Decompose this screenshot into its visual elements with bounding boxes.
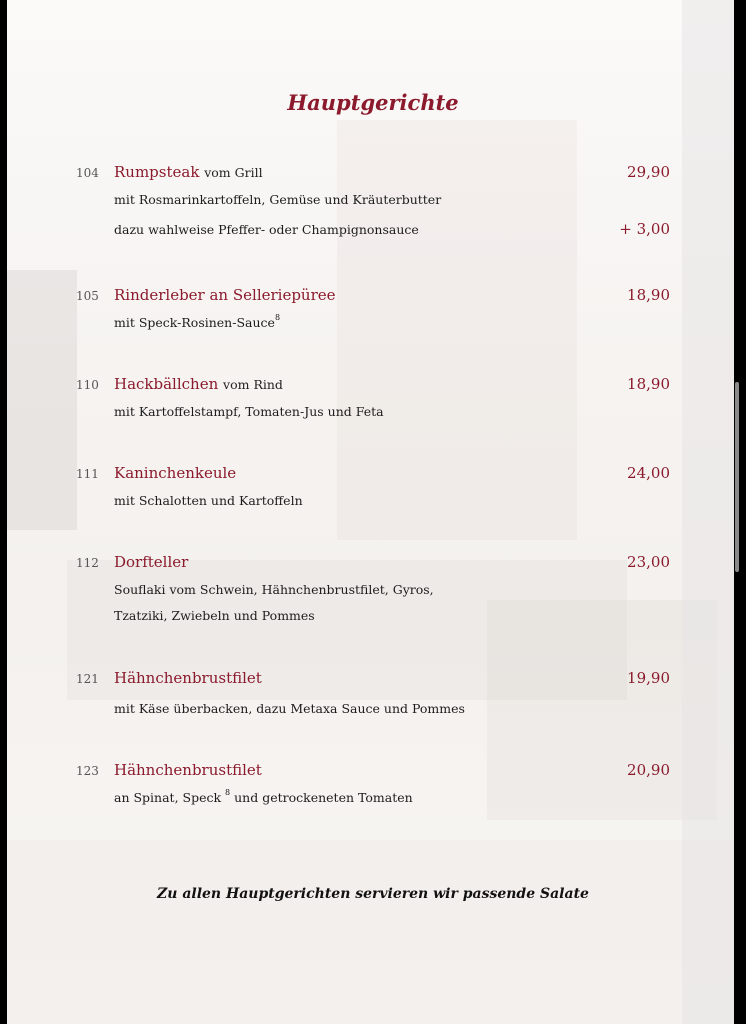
item-description-text: mit Speck-Rosinen-Sauce [114, 315, 275, 330]
background-photo-area [7, 270, 77, 530]
footnote-marker: 8 [225, 788, 231, 797]
background-photo-area [7, 840, 734, 1024]
item-number: 105 [76, 289, 99, 303]
item-price: 24,00 [627, 464, 670, 482]
page-title: Hauptgerichte [287, 90, 459, 115]
item-number: 112 [76, 556, 99, 570]
item-description [114, 790, 413, 805]
item-name [114, 375, 283, 393]
footer-note: Zu allen Hauptgerichten servieren wir passende Salate [157, 886, 589, 902]
item-price: 18,90 [627, 375, 670, 393]
item-description: mit Kartoffelstampf, Tomaten-Jus und Feta [114, 404, 384, 419]
item-price: 18,90 [627, 286, 670, 304]
item-name [114, 163, 263, 181]
item-description: Souflaki vom Schwein, Hähnchenbrustfilet, Gyros, [114, 582, 434, 597]
item-number: 110 [76, 378, 99, 392]
item-name-suffix: vom Rind [223, 377, 283, 392]
item-description-text: und getrockeneten Tomaten [234, 790, 413, 805]
item-name-suffix: vom Grill [204, 165, 263, 180]
item-description: mit Rosmarinkartoffeln, Gemüse und Kräuterbutter [114, 192, 442, 207]
item-number: 104 [76, 166, 99, 180]
background-photo-area [487, 600, 717, 820]
item-price: 20,90 [627, 761, 670, 779]
item-extra-price: + 3,00 [619, 220, 670, 238]
item-price: 29,90 [627, 163, 670, 181]
item-description: Tzatziki, Zwiebeln und Pommes [114, 608, 315, 623]
item-description: mit Käse überbacken, dazu Metaxa Sauce und Pommes [114, 701, 465, 716]
item-number: 121 [76, 672, 99, 686]
item-description: dazu wahlweise Pfeffer- oder Champignonsauce [114, 222, 419, 237]
item-name: Dorfteller [114, 553, 189, 571]
item-number: 111 [76, 467, 99, 481]
item-price: 23,00 [627, 553, 670, 571]
item-number: 123 [76, 764, 99, 778]
footnote-marker: 8 [274, 313, 281, 322]
item-name: Hähnchenbrustfilet [114, 669, 262, 687]
menu-page [7, 0, 734, 1024]
item-price: 19,90 [627, 669, 670, 687]
vertical-scrollbar[interactable] [735, 382, 739, 572]
item-name-text: Rumpsteak [114, 163, 200, 181]
item-name: Rinderleber an Selleriepüree [114, 286, 336, 304]
item-description [114, 315, 280, 330]
item-name-text: Hackbällchen [114, 375, 219, 393]
item-name: Hähnchenbrustfilet [114, 761, 262, 779]
background-photo-area [682, 0, 734, 1024]
item-description: mit Schalotten und Kartoffeln [114, 493, 303, 508]
background-photo-area [337, 120, 577, 540]
item-description-text: an Spinat, Speck [114, 790, 222, 805]
item-name: Kaninchenkeule [114, 464, 237, 482]
